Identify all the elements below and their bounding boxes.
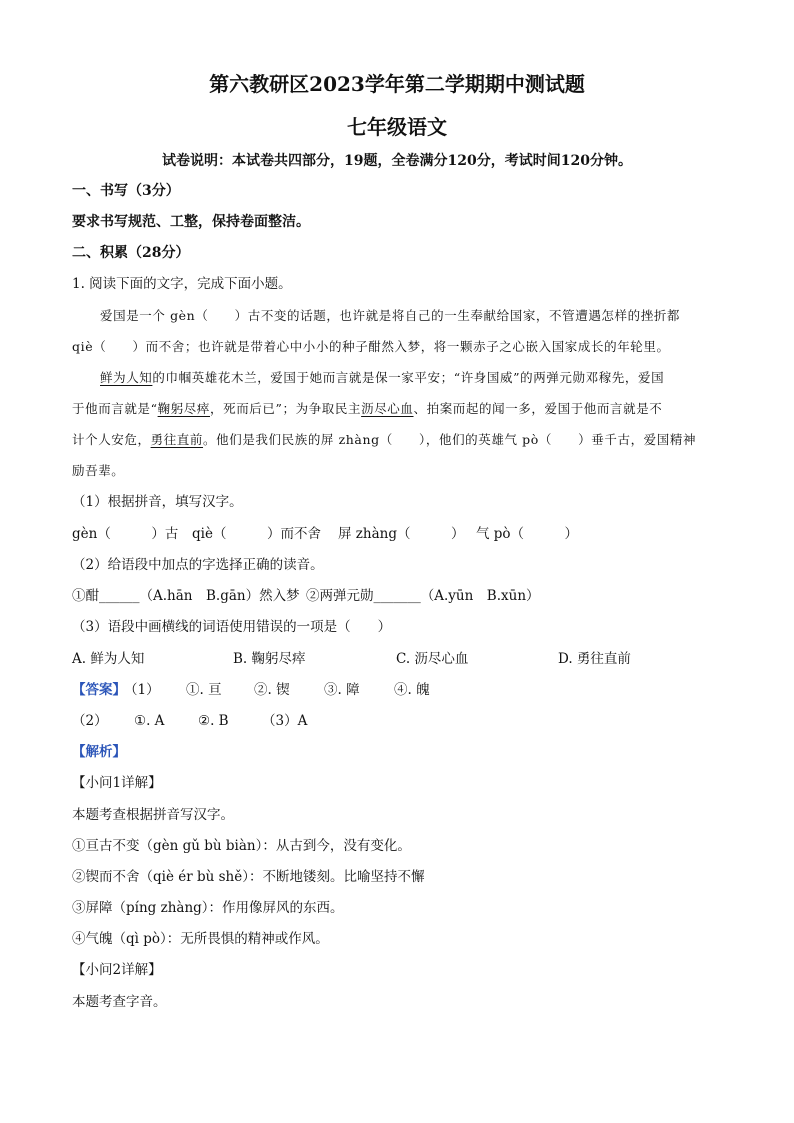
passage-line-1: 爱国是一个 gèn（ ）古不变的话题，也许就是将自己的一生奉献给国家，不管遭遇怎样的挫折都 <box>100 308 681 323</box>
question1-stem: 1. 阅读下面的文字，完成下面小题。 <box>72 276 292 292</box>
answer-part1-prefix: （1） <box>124 682 160 698</box>
answer-part2-prefix: （2） <box>72 713 108 729</box>
option-b: B. 鞠躬尽瘁 <box>233 651 306 667</box>
section2-heading: 二、积累（28分） <box>72 245 190 261</box>
sub1-analysis-heading: 【小问1详解】 <box>72 775 162 791</box>
analysis-item-1: ①亘古不变（gèn gǔ bù biàn）：从古到今，没有变化。 <box>72 838 411 854</box>
answer-part3: （3）A <box>262 713 308 729</box>
underlined-term-1: 鲜为人知 <box>100 370 153 385</box>
underlined-term-3: 沥尽心血 <box>361 401 414 416</box>
pinyin-blank-1: gèn（ ）古 <box>72 526 179 542</box>
exam-title: 第六教研区2023学年第二学期期中测试题 <box>209 72 585 96</box>
sub2-analysis-heading: 【小问2详解】 <box>72 962 162 978</box>
answer-part2-item-2: ②. B <box>198 713 229 729</box>
option-a: A. 鲜为人知 <box>72 651 145 667</box>
sub1-analysis-intro: 本题考查根据拼音写汉字。 <box>72 807 234 823</box>
pinyin-blank-2: qiè（ ）而不舍 <box>192 526 321 542</box>
underlined-term-2: 鞠躬尽瘁 <box>157 401 210 416</box>
pinyin-blank-4: 气 pò（ ） <box>476 526 579 542</box>
passage-line-6: 励吾辈。 <box>72 463 125 478</box>
answer-item-4: ④. 魄 <box>394 682 430 698</box>
option-d: D. 勇往直前 <box>558 651 631 667</box>
analysis-item-3: ③屏障（píng zhàng）：作用像屏风的东西。 <box>72 900 344 916</box>
section1-heading: 一、书写（3分） <box>72 183 180 199</box>
answer-item-3: ③. 障 <box>324 682 360 698</box>
answer-item-2: ②. 锲 <box>254 682 290 698</box>
pinyin-blank-3: 屏 zhàng（ ） <box>338 526 465 542</box>
sub-question-1-stem: （1）根据拼音，填写汉字。 <box>72 494 243 510</box>
exam-subtitle: 七年级语文 <box>347 115 447 139</box>
passage-line-4: 于他而言就是“鞠躬尽瘁，死而后已”；为争取民主沥尽心血、拍案而起的闻一多，爱国于他而言就是不 <box>72 401 663 416</box>
section1-requirement: 要求书写规范、工整，保持卷面整洁。 <box>72 214 310 230</box>
exam-instructions: 试卷说明：本试卷共四部分，19题，全卷满分120分，考试时间120分钟。 <box>162 153 632 169</box>
pronunciation-choice-1: ①酣______（A.hān B.gān）然入梦 <box>72 588 300 604</box>
option-c: C. 沥尽心血 <box>396 651 469 667</box>
analysis-item-4: ④气魄（qì pò）：无所畏惧的精神或作风。 <box>72 931 329 947</box>
sub-question-3-stem: （3）语段中画横线的词语使用错误的一项是（ ） <box>72 619 392 635</box>
analysis-item-2: ②锲而不舍（qiè ér bù shě）：不断地镂刻。比喻坚持不懈 <box>72 869 425 885</box>
answer-label: 【答案】 <box>72 682 126 698</box>
passage-line-5: 计个人安危，勇往直前。他们是我们民族的屏 zhàng（ ），他们的英雄气 pò（ ）垂千古，爱国精神 <box>72 432 697 447</box>
answer-part2-item-1: ①. A <box>134 713 165 729</box>
pronunciation-choice-2: ②两弹元勋_______（A.yūn B.xūn） <box>306 588 540 604</box>
sub2-analysis-intro: 本题考查字音。 <box>72 994 167 1010</box>
sub-question-2-stem: （2）给语段中加点的字选择正确的读音。 <box>72 557 324 573</box>
analysis-label: 【解析】 <box>72 744 126 760</box>
passage-line-2: qiè（ ）而不舍；也许就是带着心中小小的种子酣然入梦，将一颗赤子之心嵌入国家成长的年轮里。 <box>72 339 670 354</box>
answer-item-1: ①. 亘 <box>186 682 222 698</box>
underlined-term-4: 勇往直前 <box>150 432 204 447</box>
passage-line-3: 鲜为人知的巾帼英雄花木兰，爱国于她而言就是保一家平安；“许身国威”的两弹元勋邓稼先，爱国 <box>100 370 665 385</box>
